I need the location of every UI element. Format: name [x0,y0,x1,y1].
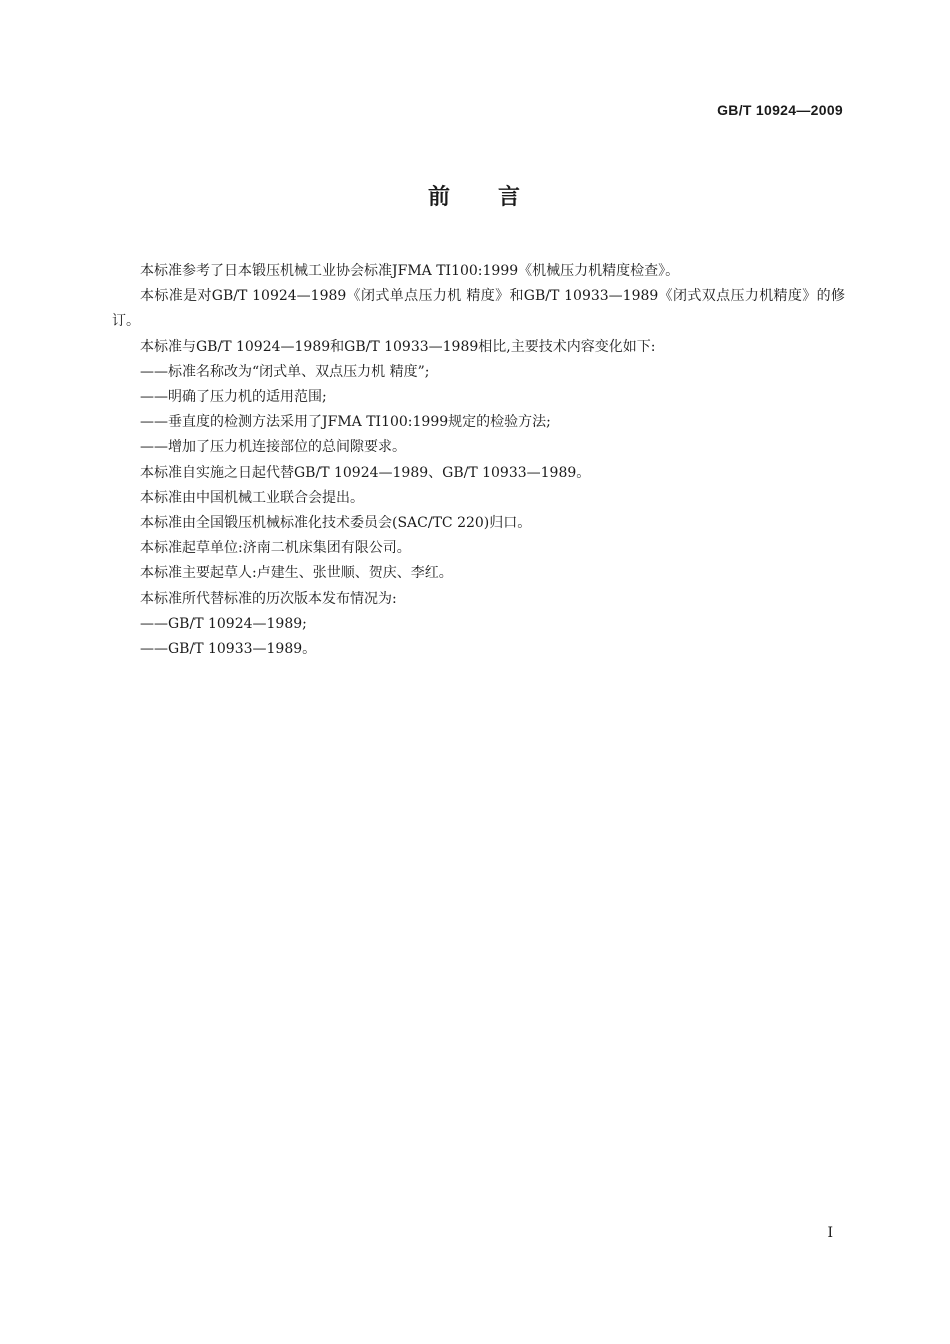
paragraph-under-jurisdiction: 本标准由全国锻压机械标准化技术委员会(SAC/TC 220)归口。 [140,515,532,532]
paragraph-replacement: 本标准自实施之日起代替GB/T 10924—1989、GB/T 10933—1989。 [140,464,591,481]
list-item-edition: ——GB/T 10933—1989。 [140,641,317,658]
standard-number-header: GB/T 10924—2009 [717,102,843,118]
paragraph-drafting-unit: 本标准起草单位:济南二机床集团有限公司。 [140,540,411,557]
list-item-change: ——垂直度的检测方法采用了JFMA TⅠ100:1999规定的检验方法; [140,414,551,431]
list-item-change: ——增加了压力机连接部位的总间隙要求。 [140,439,406,456]
paragraph-reference-standard: 本标准参考了日本锻压机械工业协会标准JFMA TⅠ100:1999《机械压力机精度检查》。 [140,263,680,279]
foreword-body [112,259,845,662]
page-number: I [827,1225,833,1241]
list-item-change: ——明确了压力机的适用范围; [140,389,327,406]
paragraph-drafters: 本标准主要起草人:卢建生、张世顺、贺庆、李红。 [140,565,453,582]
paragraph-changes-intro: 本标准与GB/T 10924—1989和GB/T 10933—1989相比,主要技术内容变化如下: [140,338,656,355]
paragraph-previous-editions: 本标准所代替标准的历次版本发布情况为: [140,590,397,607]
paragraph-proposed-by: 本标准由中国机械工业联合会提出。 [140,489,364,506]
title-char-2: 言 [498,185,523,210]
list-item-change: ——标准名称改为“闭式单、双点压力机 精度”; [140,363,430,380]
page-title [0,183,950,213]
list-item-edition: ——GB/T 10924—1989; [140,615,307,632]
title-char-1: 前 [427,185,452,210]
paragraph-revision-of: 本标准是对GB/T 10924—1989《闭式单点压力机 精度》和GB/T 10933—1989《闭式双点压力机精度》的修订。 [112,288,845,330]
